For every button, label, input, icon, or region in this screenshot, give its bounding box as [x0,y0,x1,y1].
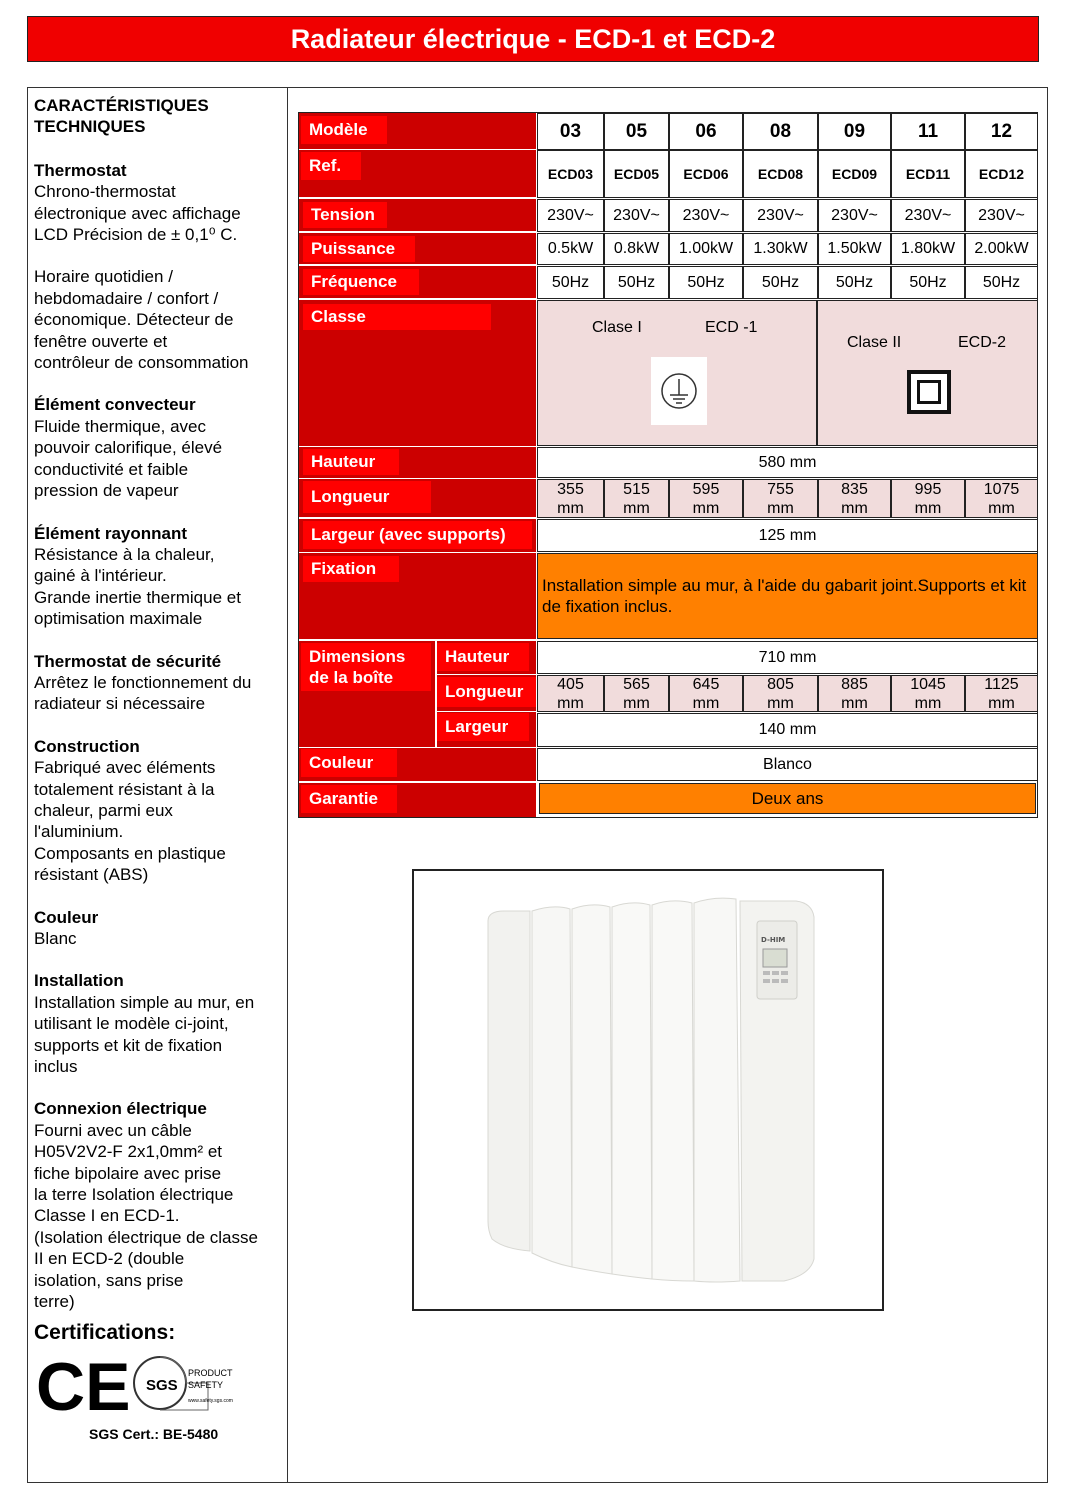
label-couleur: Couleur [301,749,397,777]
certification-logos [36,1352,248,1420]
longueur-cell [965,479,1038,518]
longueur-cell [743,479,818,518]
longueur-cell-value: 835 [841,480,868,498]
puissance-cell: 1.80kW [891,233,965,265]
section-text: Fabriqué avec éléments totalement résistant à la chaleur, parmi eux l'aluminium. Composants en plastique résistant (ABS) [34,758,226,885]
tension-cell: 230V~ [965,199,1038,232]
convector-section [34,394,284,501]
box-longueur-cell [743,675,818,712]
frequence-cell: 50Hz [891,266,965,299]
tension-cell: 230V~ [891,199,965,232]
longueur-cell-unit: mm [557,499,584,517]
safety-section [34,651,284,715]
puissance-cell: 1.30kW [743,233,818,265]
box-largeur-cell: 140 mm [537,713,1038,747]
fixation-cell: Installation simple au mur, à l'aide du gabarit joint.Supports et kit de fixation inclus. [537,553,1038,639]
model-header: 11 [891,113,965,150]
box-longueur-cell [604,675,669,712]
label-fixation: Fixation [303,556,399,582]
section-text: Horaire quotidien / hebdomadaire / confort / économique. Détecteur de fenêtre ouverte et contrôleur de consommation [34,267,249,373]
section-text: Chrono-thermostat électronique avec affichage LCD Précision de ± 0,1⁰ C. [34,182,241,245]
label-box-longueur: Longueur [437,677,536,707]
ref-cell: ECD12 [965,150,1038,198]
label-hauteur: Hauteur [303,449,399,475]
puissance-cell: 0.8kW [604,233,669,265]
longueur-cell-unit: mm [692,499,720,517]
longueur-cell-value: 515 [623,480,650,498]
puissance-cell: 0.5kW [537,233,604,265]
radiator-image-icon [414,871,882,1309]
puissance-cell: 2.00kW [965,233,1038,265]
certifications-title: Certifications: [34,1321,176,1344]
electrical-section [34,1098,284,1312]
frequence-cell: 50Hz [669,266,743,299]
construction-section [34,736,284,886]
section-heading: Élément convecteur [34,395,196,415]
frequence-cell: 50Hz [604,266,669,299]
longueur-cell-unit: mm [914,499,942,517]
radiant-section [34,523,284,630]
page-title: Radiateur électrique - ECD-1 et ECD-2 [27,16,1039,62]
hauteur-cell: 580 mm [537,447,1038,478]
section-heading: Connexion électrique [34,1099,207,1119]
longueur-cell-value: 755 [767,480,794,498]
couleur-cell: Blanco [537,748,1038,781]
box-longueur-cell [891,675,965,712]
color-section [34,907,284,950]
ref-cell: ECD08 [743,150,818,198]
radiator-brand: D-HIM [761,936,786,944]
ref-cell: ECD09 [818,150,891,198]
tension-cell: 230V~ [743,199,818,232]
label-box-hauteur: Hauteur [437,643,529,671]
longueur-cell-value: 995 [914,480,942,498]
frequence-cell: 50Hz [537,266,604,299]
label-ref: Ref. [301,152,361,180]
section-heading: Élément rayonnant [34,523,188,543]
label-largeur: Largeur (avec supports) [303,521,532,549]
class1-model: ECD -1 [705,319,758,336]
longueur-cell [537,479,604,518]
tension-cell: 230V~ [818,199,891,232]
label-garantie: Garantie [301,785,397,813]
sgs-url: www.safety.sgs.com [188,1398,233,1404]
box-longueur-cell-value: 565 [623,675,650,693]
box-longueur-cell-unit: mm [623,694,650,712]
box-longueur-cell-value: 1045 [910,675,946,693]
double-insulation-icon [907,370,951,414]
sgs-mark: SGS [146,1377,178,1394]
box-longueur-cell [818,675,891,712]
garantie-cell: Deux ans [539,783,1036,814]
box-longueur-cell [965,675,1038,712]
model-header: 03 [537,113,604,150]
box-longueur-cell-value: 1125 [984,675,1019,693]
frequence-cell: 50Hz [743,266,818,299]
features-heading: CARACTÉRISTIQUES TECHNIQUES [34,96,209,137]
box-longueur-cell [537,675,604,712]
section-heading: Thermostat de sécurité [34,651,222,671]
column-divider [287,87,288,1483]
ref-cell: ECD03 [537,150,604,198]
class2-model: ECD-2 [958,334,1007,351]
section-heading: Construction [34,736,140,756]
ref-cell: ECD06 [669,150,743,198]
model-header: 08 [743,113,818,150]
box-longueur-cell-value: 885 [841,675,868,693]
product-image [412,869,884,1311]
box-longueur-cell-unit: mm [988,694,1015,712]
class1-label: Clase I [592,319,642,336]
label-frequence: Fréquence [303,269,419,295]
features-column [34,95,284,1334]
frequence-cell: 50Hz [965,266,1038,299]
features-section [34,95,284,138]
schedule-section [34,266,284,373]
ref-cell: ECD05 [604,150,669,198]
box-longueur-cell-unit: mm [914,694,942,712]
section-text: Installation simple au mur, en utilisant le modèle ci-joint, supports et kit de fixation inclus [34,992,255,1077]
longueur-cell [604,479,669,518]
model-header: 05 [604,113,669,150]
section-text: Fluide thermique, avec pouvoir calorifique, élevé conductivité et faible pression de vapeur [34,416,223,501]
ref-cell: ECD11 [891,150,965,198]
box-longueur-cell-unit: mm [692,694,720,712]
label-dimensions: Dimensions de la boîte [301,643,431,691]
tension-cell: 230V~ [604,199,669,232]
model-header: 12 [965,113,1038,150]
section-text: Fourni avec un câble H05V2V2-F 2x1,0mm² et fiche bipolaire avec prise la terre Isolation électrique Classe I en ECD-1. (Isolation électrique de classe II en ECD-2 (double isolation, sans prise terre) [34,1120,258,1312]
label-longueur: Longueur [303,481,431,513]
box-longueur-cell-value: 645 [692,675,720,693]
sgs-line1: PRODUCT [188,1368,233,1378]
longueur-cell-unit: mm [623,499,650,517]
longueur-cell-unit: mm [767,499,794,517]
class2-label: Clase II [847,334,902,351]
longueur-cell-unit: mm [841,499,868,517]
section-heading: Installation [34,971,124,991]
longueur-cell-value: 1075 [983,480,1020,498]
longueur-cell [669,479,743,518]
longueur-cell-unit: mm [988,499,1015,517]
puissance-cell: 1.00kW [669,233,743,265]
ce-mark: CE [36,1352,131,1420]
longueur-cell-value: 355 [557,480,584,498]
largeur-cell: 125 mm [537,519,1038,552]
box-longueur-cell-unit: mm [767,694,794,712]
longueur-cell-value: 595 [692,480,720,498]
model-header: 06 [669,113,743,150]
section-text: Résistance à la chaleur, gainé à l'intérieur. Grande inertie thermique et optimisation maximale [34,544,241,629]
section-heading: Thermostat [34,160,127,180]
longueur-cell [818,479,891,518]
box-longueur-cell-value: 405 [557,675,584,693]
section-heading: Couleur [34,907,99,927]
box-longueur-cell [669,675,743,712]
ce-sgs-logo-icon [36,1352,248,1420]
tension-cell: 230V~ [669,199,743,232]
installation-section [34,970,284,1077]
section-text: Blanc [34,929,77,948]
box-hauteur-cell: 710 mm [537,641,1038,674]
thermostat-section [34,160,284,246]
longueur-cell [891,479,965,518]
sgs-cert-number: SGS Cert.: BE-5480 [89,1426,219,1442]
label-tension: Tension [303,202,387,228]
tension-cell: 230V~ [537,199,604,232]
sgs-line2: SAFETY [188,1380,224,1390]
puissance-cell: 1.50kW [818,233,891,265]
box-longueur-cell-unit: mm [841,694,868,712]
label-box-largeur: Largeur [437,713,529,741]
label-modele: Modèle [301,116,387,144]
section-text: Arrêtez le fonctionnement du radiateur si nécessaire [34,672,252,714]
box-longueur-cell-unit: mm [557,694,584,712]
frequence-cell: 50Hz [818,266,891,299]
model-header: 09 [818,113,891,150]
box-longueur-cell-value: 805 [767,675,794,693]
label-classe: Classe [303,304,491,330]
label-puissance: Puissance [303,236,415,262]
ground-symbol-icon [651,357,707,425]
